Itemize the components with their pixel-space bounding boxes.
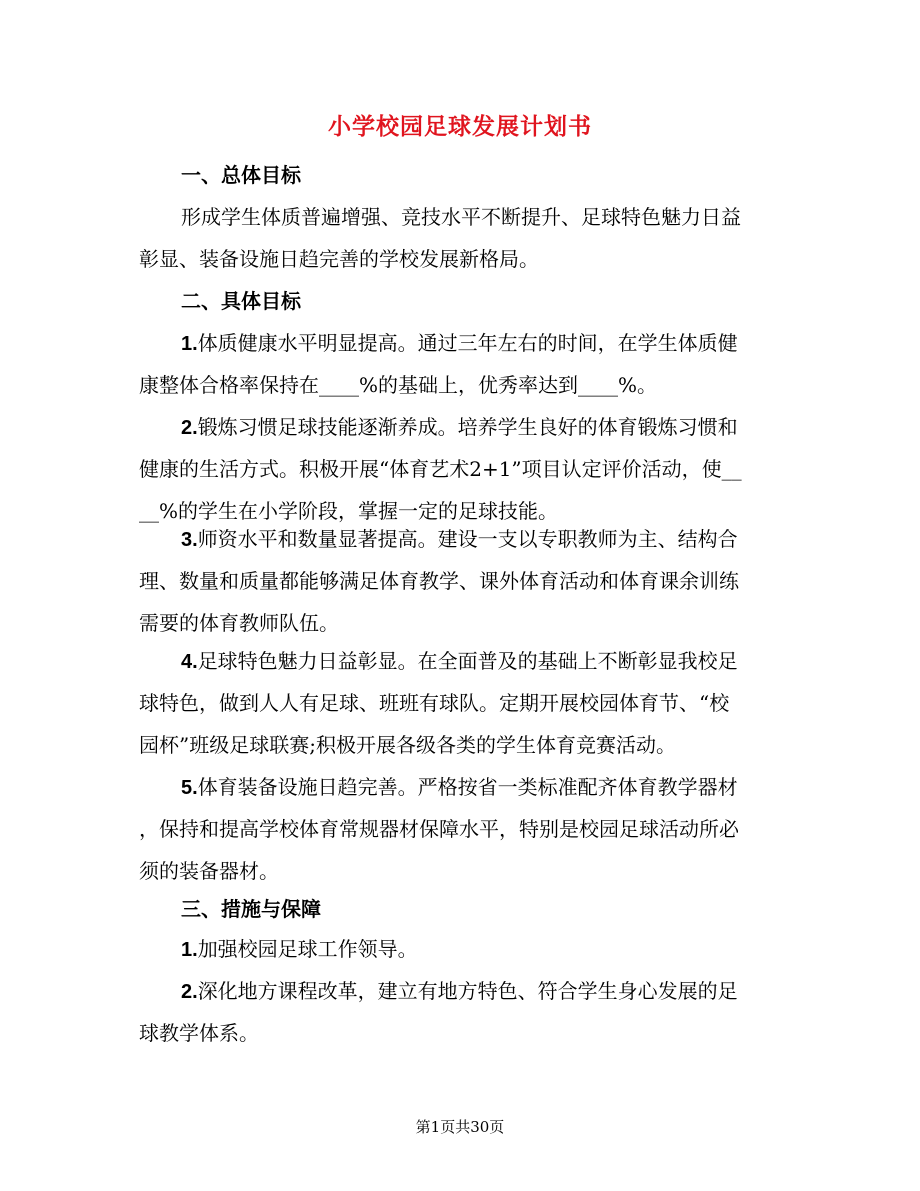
paragraph-line: 球特色，做到人人有足球、班班有球队。定期开展校园体育节、“校 [139, 691, 730, 715]
paragraph-line: 加强校园足球工作领导。 [197, 937, 418, 961]
numbered-paragraph [139, 766, 789, 892]
item-number: 4. [181, 651, 198, 673]
numbered-paragraph [139, 406, 789, 532]
item-number: 2. [181, 981, 198, 1003]
paragraph-line: 足球特色魅力日益彰显。在全面普及的基础上不断彰显我校足 [197, 649, 738, 673]
paragraph-line: 深化地方课程改革，建立有地方特色、符合学生身心发展的足 [197, 979, 738, 1003]
paragraph-line: 锻炼习惯足球技能逐渐养成。培养学生良好的体育锻炼习惯和 [197, 415, 738, 439]
numbered-paragraph [139, 970, 789, 1054]
paragraph-line: 理、数量和质量都能够满足体育教学、课外体育活动和体育课余训练 [139, 569, 739, 593]
item-number: 1. [181, 939, 198, 961]
numbered-paragraph [139, 518, 789, 644]
paragraph [139, 196, 789, 280]
paragraph-line: __%的学生在小学阶段，掌握一定的足球技能。 [139, 499, 559, 523]
paragraph-line: 形成学生体质普遍增强、竞技水平不断提升、足球特色魅力日益 [181, 205, 741, 229]
document-title: 小学校园足球发展计划书 [328, 113, 592, 140]
paragraph-line: 园杯”班级足球联赛;积极开展各级各类的学生体育竞赛活动。 [139, 733, 676, 757]
paragraph-line: 体质健康水平明显提高。通过三年左右的时间，在学生体质健 [197, 331, 738, 355]
paragraph-line: 健康的生活方式。积极开展“体育艺术2+1”项目认定评价活动，使__ [139, 457, 742, 481]
item-number: 2. [181, 417, 198, 439]
paragraph-line: ，保持和提高学校体育常规器材保障水平，特别是校园足球活动所必 [139, 817, 739, 841]
item-number: 1. [181, 333, 198, 355]
paragraph-line: 师资水平和数量显著提高。建设一支以专职教师为主、结构合 [197, 527, 738, 551]
numbered-paragraph [139, 640, 789, 766]
item-number: 3. [181, 529, 198, 551]
paragraph-line: 康整体合格率保持在____%的基础上，优秀率达到____%。 [139, 373, 658, 397]
paragraph-line: 须的装备器材。 [139, 859, 279, 883]
section-heading: 二、具体目标 [181, 289, 301, 313]
paragraph-line: 彰显、装备设施日趋完善的学校发展新格局。 [139, 247, 539, 271]
paragraph-line: 体育装备设施日趋完善。严格按省一类标准配齐体育教学器材 [197, 775, 738, 799]
numbered-paragraph [139, 928, 789, 970]
paragraph-line: 需要的体育教师队伍。 [139, 611, 339, 635]
paragraph-line: 球教学体系。 [139, 1021, 259, 1045]
section-heading: 三、措施与保障 [181, 897, 321, 921]
section-heading: 一、总体目标 [181, 163, 301, 187]
numbered-paragraph [139, 322, 789, 406]
page-footer: 第1页共30页 [415, 1118, 505, 1136]
item-number: 5. [181, 777, 198, 799]
